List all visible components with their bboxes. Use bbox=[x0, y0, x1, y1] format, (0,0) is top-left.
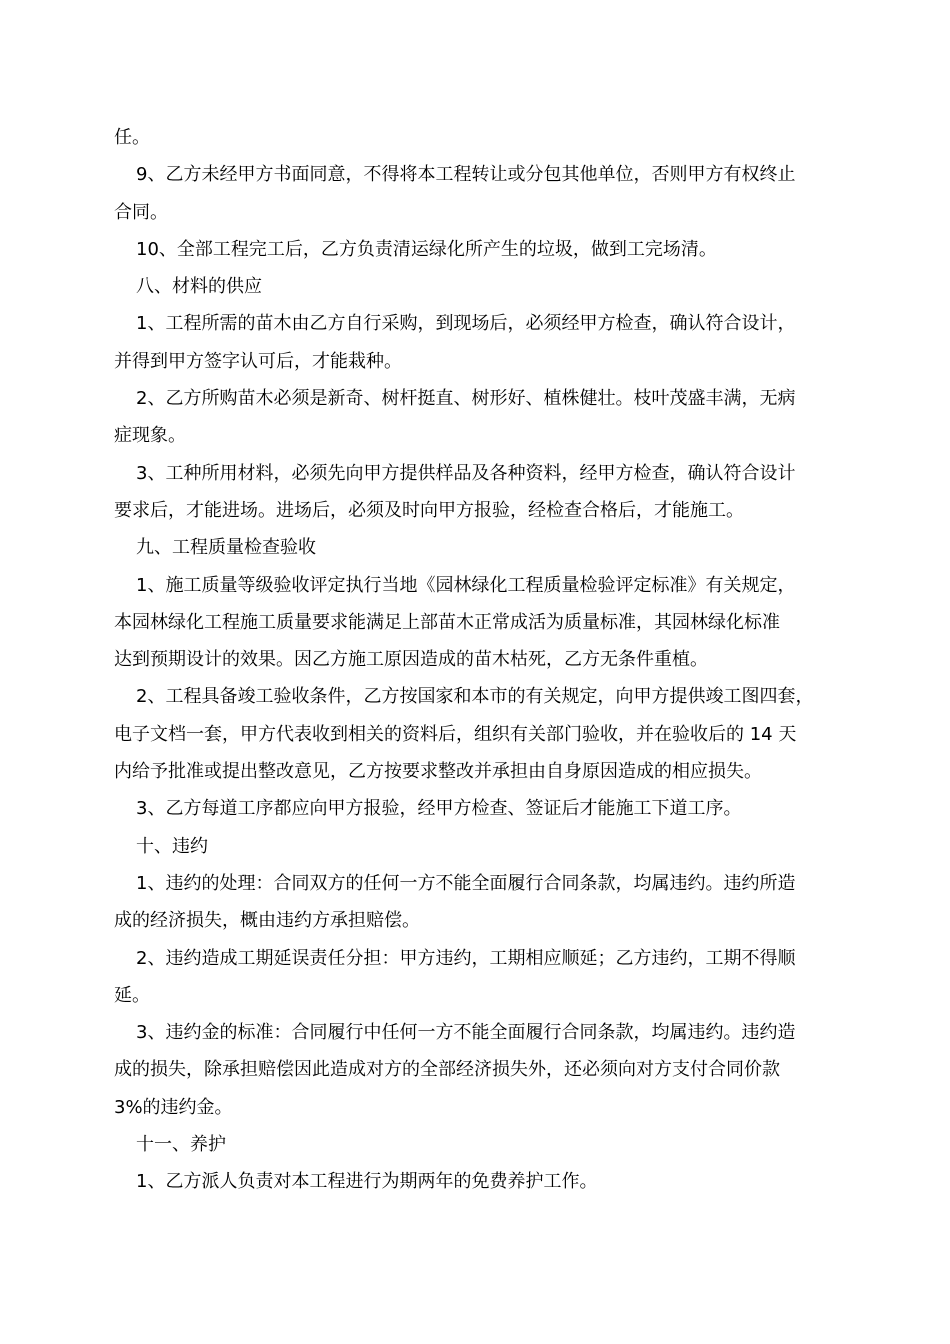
text-line-18: 内给予批准或提出整改意见，乙方按要求整改并承担由自身原因造成的相应损失。 bbox=[114, 761, 762, 783]
text-line-29: 1、乙方派人负责对本工程进行为期两年的免费养护工作。 bbox=[136, 1171, 598, 1193]
text-line-27: 3%的违约金。 bbox=[114, 1096, 233, 1118]
text-line-01: 任。 bbox=[114, 127, 150, 148]
text-line-16: 2、工程具备竣工验收条件，乙方按国家和本市的有关规定，向甲方提供竣工图四套， bbox=[136, 686, 814, 708]
text-line-26: 成的损失，除承担赔偿因此造成对方的全部经济损失外，还必须向对方支付合同价款 bbox=[114, 1059, 780, 1081]
text-line-19: 3、乙方每道工序都应向甲方报验，经甲方检查、签证后才能施工下道工序。 bbox=[136, 798, 742, 820]
text-line-09: 症现象。 bbox=[114, 425, 186, 447]
text-line-11: 要求后，才能进场。进场后，必须及时向甲方报验，经检查合格后，才能施工。 bbox=[114, 499, 744, 521]
text-line-02: 9、乙方未经甲方书面同意，不得将本工程转让或分包其他单位，否则甲方有权终止 bbox=[136, 164, 796, 186]
section-heading-breach: 十、违约 bbox=[136, 835, 208, 857]
text-line-03: 合同。 bbox=[114, 201, 168, 223]
text-line-17: 电子文档一套，甲方代表收到相关的资料后，组织有关部门验收，并在验收后的 14 天 bbox=[114, 723, 797, 745]
text-line-15: 达到预期设计的效果。因乙方施工原因造成的苗木枯死，乙方无条件重植。 bbox=[114, 649, 708, 671]
text-line-14: 本园林绿化工程施工质量要求能满足上部苗木正常成活为质量标准，其园林绿化标准 bbox=[114, 611, 780, 633]
text-line-06: 1、工程所需的苗木由乙方自行采购，到现场后，必须经甲方检查，确认符合设计， bbox=[136, 313, 796, 335]
text-line-21: 1、违约的处理：合同双方的任何一方不能全面履行合同条款，均属违约。违约所造 bbox=[136, 872, 796, 894]
text-line-07: 并得到甲方签字认可后，才能栽种。 bbox=[114, 350, 402, 372]
text-line-08: 2、乙方所购苗木必须是新奇、树杆挺直、树形好、植株健壮。枝叶茂盛丰满，无病 bbox=[136, 388, 796, 410]
document-body bbox=[114, 119, 838, 1201]
text-line-22: 成的经济损失，概由违约方承担赔偿。 bbox=[114, 910, 420, 932]
text-line-04: 10、全部工程完工后，乙方负责清运绿化所产生的垃圾，做到工完场清。 bbox=[136, 238, 717, 260]
text-line-23: 2、违约造成工期延误责任分担：甲方违约，工期相应顺延；乙方违约，工期不得顺 bbox=[136, 947, 796, 969]
text-line-13: 1、施工质量等级验收评定执行当地《园林绿化工程质量检验评定标准》有关规定， bbox=[136, 574, 796, 596]
section-heading-maintenance: 十一、养护 bbox=[136, 1134, 226, 1156]
section-heading-materials: 八、材料的供应 bbox=[136, 276, 262, 298]
text-line-25: 3、违约金的标准：合同履行中任何一方不能全面履行合同条款，均属违约。违约造 bbox=[136, 1022, 796, 1044]
section-heading-quality: 九、工程质量检查验收 bbox=[136, 537, 316, 559]
text-line-10: 3、工种所用材料，必须先向甲方提供样品及各种资料，经甲方检查，确认符合设计 bbox=[136, 462, 796, 484]
text-line-24: 延。 bbox=[114, 984, 150, 1006]
